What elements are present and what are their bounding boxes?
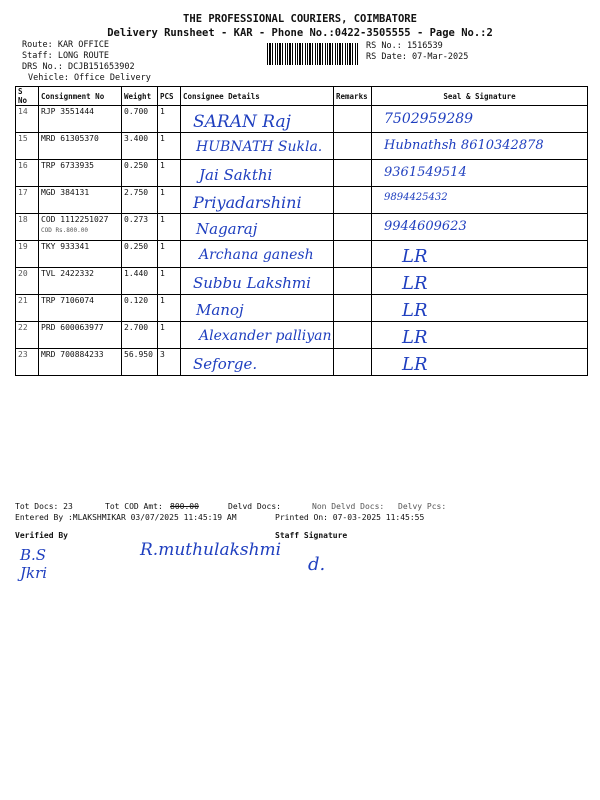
consignee-handwriting: Archana ganesh	[199, 247, 314, 263]
cell-consignment-text: TRP 6733935	[41, 161, 94, 170]
cell-consignment-text: PRD 600063977	[41, 323, 104, 332]
seal-signature: Hubnathsh 8610342878	[384, 138, 544, 153]
cell-consignment-text: TKY 933341	[41, 242, 90, 251]
staff-label: Staff: LONG ROUTE	[22, 51, 109, 61]
consignee-handwriting: Jai Sakthi	[199, 166, 273, 184]
cell-pcs	[158, 133, 181, 160]
cell-weight	[122, 322, 158, 349]
cell-sno-text: 15	[18, 134, 28, 143]
cell-consignment-text: TRP 7106074	[41, 296, 94, 305]
consignee-handwriting: Manoj	[196, 301, 244, 319]
col-consignee: Consignee Details	[181, 87, 334, 106]
cell-signature	[372, 160, 588, 187]
col-remarks: Remarks	[334, 87, 372, 106]
table-header-row	[16, 87, 588, 106]
cell-weight	[122, 160, 158, 187]
cell-consignment-text: RJP 3551444	[41, 107, 94, 116]
cell-pcs-text: 3	[160, 350, 165, 359]
cell-consignment	[39, 106, 122, 133]
cell-pcs	[158, 322, 181, 349]
vehicle-label: Vehicle: Office Delivery	[28, 73, 151, 83]
cell-weight	[122, 106, 158, 133]
cell-consignment	[39, 349, 122, 376]
seal-signature: 9361549514	[384, 165, 467, 180]
cell-pcs-text: 1	[160, 296, 165, 305]
cell-weight-text: 56.950	[124, 350, 153, 359]
table-row	[16, 106, 588, 133]
cell-pcs-text: 1	[160, 107, 165, 116]
cell-pcs-text: 1	[160, 242, 165, 251]
cell-consignment	[39, 322, 122, 349]
table-row	[16, 241, 588, 268]
cell-consignment-text: MRD 700884233	[41, 350, 104, 359]
entered-by: Entered By :MLAKSHMIKAR 03/07/2025 11:45:19 AM	[15, 513, 237, 522]
cell-remarks	[334, 187, 372, 214]
cell-sno	[16, 349, 39, 376]
verified-signature: B.S Jkri	[20, 546, 48, 582]
non-delivered-docs: Non Delvd Docs:	[312, 502, 385, 511]
cell-weight	[122, 187, 158, 214]
total-docs: Tot Docs: 23	[15, 502, 73, 511]
cell-weight-text: 0.250	[124, 242, 149, 251]
cell-consignee	[181, 322, 334, 349]
cell-signature	[372, 133, 588, 160]
rs-number: RS No.: 1516539	[366, 41, 443, 51]
cell-sno-text: 16	[18, 161, 28, 170]
route-label: Route: KAR OFFICE	[22, 40, 109, 50]
cell-consignment	[39, 214, 122, 241]
cell-sno	[16, 214, 39, 241]
col-weight: Weight	[122, 87, 158, 106]
cell-remarks	[334, 106, 372, 133]
cell-consignment-text: MGD 384131	[41, 188, 90, 197]
cell-sno	[16, 133, 39, 160]
cod-amount: COD Rs.800.00	[41, 227, 88, 234]
staff-signature-label: Staff Signature	[275, 531, 348, 540]
cell-sno-text: 19	[18, 242, 28, 251]
consignee-handwriting: Seforge.	[193, 355, 258, 373]
cell-sno-text: 23	[18, 350, 28, 359]
cell-sno-text: 20	[18, 269, 28, 278]
delivered-docs: Delvd Docs:	[228, 502, 281, 511]
cell-weight-text: 0.120	[124, 296, 149, 305]
cell-pcs	[158, 187, 181, 214]
cell-remarks	[334, 160, 372, 187]
cell-signature	[372, 241, 588, 268]
cell-sno-text: 21	[18, 296, 28, 305]
table-row	[16, 322, 588, 349]
verified-by-label: Verified By	[15, 531, 68, 540]
consignee-handwriting: HUBNATH Sukla.	[196, 139, 323, 155]
seal-signature: 7502959289	[384, 111, 474, 127]
total-cod-label: Tot COD Amt:	[105, 502, 163, 511]
cell-sno	[16, 322, 39, 349]
cell-sno	[16, 187, 39, 214]
drs-label: DRS No.: DCJB151653902	[22, 62, 135, 72]
cell-consignee	[181, 160, 334, 187]
cell-consignee	[181, 214, 334, 241]
cell-consignment	[39, 133, 122, 160]
cell-consignment	[39, 295, 122, 322]
cell-pcs-text: 1	[160, 134, 165, 143]
cell-remarks	[334, 133, 372, 160]
col-pcs: PCS	[158, 87, 181, 106]
cell-consignment-text: MRD 61305370	[41, 134, 99, 143]
cell-consignment	[39, 268, 122, 295]
cell-consignment	[39, 160, 122, 187]
cell-consignee	[181, 349, 334, 376]
table-row	[16, 268, 588, 295]
table-row	[16, 160, 588, 187]
table-row	[16, 133, 588, 160]
cell-pcs-text: 1	[160, 161, 165, 170]
cell-weight	[122, 241, 158, 268]
cell-remarks	[334, 268, 372, 295]
seal-signature: LR	[402, 327, 428, 348]
cell-pcs	[158, 349, 181, 376]
cell-pcs-text: 1	[160, 188, 165, 197]
cell-sno	[16, 160, 39, 187]
total-cod-value: 800.00	[170, 502, 199, 511]
cell-weight-text: 1.440	[124, 269, 149, 278]
cell-pcs-text: 1	[160, 215, 165, 224]
runsheet-subtitle: Delivery Runsheet - KAR - Phone No.:0422-3505555 - Page No.:2	[107, 27, 493, 39]
cell-consignee	[181, 295, 334, 322]
cell-consignment	[39, 241, 122, 268]
consignee-handwriting: Subbu Lakshmi	[193, 274, 311, 292]
delivered-pcs: Delvy Pcs:	[398, 502, 447, 511]
cell-pcs-text: 1	[160, 269, 165, 278]
cell-sno-text: 17	[18, 188, 28, 197]
cell-pcs-text: 1	[160, 323, 165, 332]
cell-signature	[372, 214, 588, 241]
cell-remarks	[334, 349, 372, 376]
cell-remarks	[334, 322, 372, 349]
cell-pcs	[158, 106, 181, 133]
seal-signature: 9944609623	[384, 219, 467, 234]
col-sno: S No	[16, 87, 39, 106]
cell-weight	[122, 133, 158, 160]
cell-consignee	[181, 268, 334, 295]
staff-signature: d.	[308, 554, 326, 575]
seal-signature: LR	[402, 246, 428, 267]
cell-weight-text: 0.273	[124, 215, 149, 224]
cell-weight	[122, 295, 158, 322]
cell-signature	[372, 322, 588, 349]
cell-consignment-text: COD 1112251027	[41, 215, 109, 224]
cell-consignee	[181, 133, 334, 160]
cell-weight-text: 0.250	[124, 161, 149, 170]
cell-remarks	[334, 241, 372, 268]
cell-pcs	[158, 214, 181, 241]
table-row	[16, 295, 588, 322]
delivery-table	[15, 86, 588, 376]
cell-weight	[122, 349, 158, 376]
printed-on: Printed On: 07-03-2025 11:45:55	[275, 513, 425, 522]
seal-signature: LR	[402, 354, 428, 375]
cell-sno	[16, 268, 39, 295]
cell-weight-text: 3.400	[124, 134, 149, 143]
cell-signature	[372, 187, 588, 214]
cell-sno	[16, 295, 39, 322]
cell-weight	[122, 214, 158, 241]
rs-date: RS Date: 07-Mar-2025	[366, 52, 469, 62]
consignee-handwriting: SARAN Raj	[193, 112, 291, 132]
cell-consignee	[181, 106, 334, 133]
cell-consignee	[181, 187, 334, 214]
consignee-handwriting: Priyadarshini	[193, 193, 302, 212]
table-row	[16, 349, 588, 376]
middle-signature: R.muthulakshmi	[140, 540, 282, 560]
cell-weight-text: 2.700	[124, 323, 149, 332]
cell-remarks	[334, 214, 372, 241]
cell-consignment-text: TVL 2422332	[41, 269, 94, 278]
seal-signature: LR	[402, 273, 428, 294]
cell-weight-text: 0.700	[124, 107, 149, 116]
cell-sno-text: 22	[18, 323, 28, 332]
table-row	[16, 187, 588, 214]
cell-signature	[372, 295, 588, 322]
seal-signature: LR	[402, 300, 428, 321]
cell-signature	[372, 268, 588, 295]
cell-weight-text: 2.750	[124, 188, 149, 197]
cell-pcs	[158, 268, 181, 295]
cell-sno-text: 14	[18, 107, 28, 116]
company-title: THE PROFESSIONAL COURIERS, COIMBATORE	[183, 13, 417, 25]
cell-consignee	[181, 241, 334, 268]
cell-remarks	[334, 295, 372, 322]
cell-consignment	[39, 187, 122, 214]
cell-sno-text: 18	[18, 215, 28, 224]
cell-pcs	[158, 160, 181, 187]
cell-weight	[122, 268, 158, 295]
seal-signature: 9894425432	[384, 192, 448, 203]
cell-pcs	[158, 295, 181, 322]
cell-signature	[372, 106, 588, 133]
col-consignment: Consignment No	[39, 87, 122, 106]
cell-pcs	[158, 241, 181, 268]
consignee-handwriting: Alexander palliyan	[199, 328, 332, 344]
table-row	[16, 214, 588, 241]
consignee-handwriting: Nagaraj	[196, 220, 258, 238]
col-signature: Seal & Signature	[372, 87, 588, 106]
cell-sno	[16, 106, 39, 133]
cell-signature	[372, 349, 588, 376]
barcode-image	[267, 43, 359, 65]
cell-sno	[16, 241, 39, 268]
